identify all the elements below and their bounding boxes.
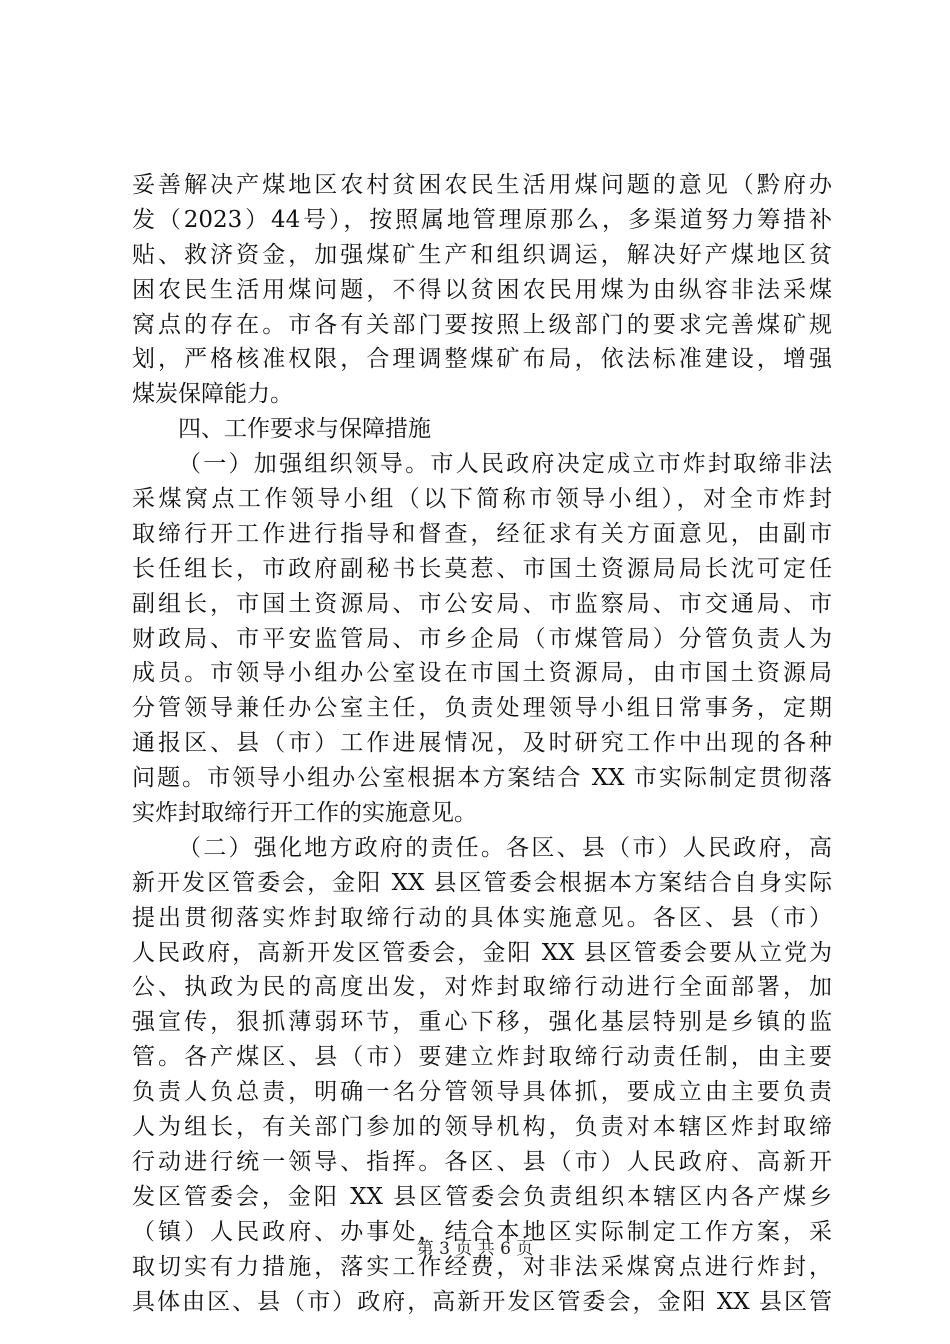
text-line: 窝点的存在。市各有关部门要按照上级部门的要求完善煤矿规: [132, 311, 832, 338]
text-line: 提出贯彻落实炸封取缔行动的具体实施意见。各区、县（市）: [132, 904, 832, 931]
text-line: 强宣传，狠抓薄弱环节，重心下移，强化基层特别是乡镇的监: [132, 1009, 832, 1036]
text-line: 财政局、市平安监管局、市乡企局（市煤管局）分管负责人为: [132, 625, 832, 652]
text-line: 长任组长，市政府副秘书长莫惹、市国土资源局局长沈可定任: [132, 555, 832, 582]
text-line: 人为组长，有关部门参加的领导机构，负责对本辖区炸封取缔: [132, 1114, 832, 1141]
text-line: 发区管委会，金阳 XX 县区管委会负责组织本辖区内各产煤乡: [132, 1183, 832, 1210]
text-line: （一）加强组织领导。市人民政府决定成立市炸封取缔非法: [178, 451, 832, 478]
text-line: 成员。市领导小组办公室设在市国土资源局，由市国土资源局: [132, 660, 832, 687]
text-line: 四、工作要求与保障措施: [178, 416, 431, 443]
text-line: 管。各产煤区、县（市）要建立炸封取缔行动责任制，由主要: [132, 1044, 832, 1071]
text-line: 新开发区管委会，金阳 XX 县区管委会根据本方案结合自身实际: [132, 869, 832, 896]
text-line: 人民政府，高新开发区管委会，金阳 XX 县区管委会要从立党为: [132, 939, 832, 966]
text-line: （二）强化地方政府的责任。各区、县（市）人民政府，高: [178, 834, 832, 861]
text-line: 妥善解决产煤地区农村贫困农民生活用煤问题的意见（黔府办: [132, 172, 832, 198]
text-line: 通报区、县（市）工作进展情况，及时研究工作中出现的各种: [132, 730, 832, 757]
text-line: 问题。市领导小组办公室根据本方案结合 XX 市实际制定贯彻落: [132, 765, 832, 792]
text-line: 副组长，市国土资源局、市公安局、市监察局、市交通局、市: [132, 590, 832, 617]
document-body: [132, 168, 832, 1319]
text-line: 公、执政为民的高度出发，对炸封取缔行动进行全面部署，加: [132, 974, 832, 1001]
text-line: 发（2023）44号），按照属地管理原那么，多渠道努力筹措补: [132, 206, 832, 233]
text-line: 行动进行统一领导、指挥。各区、县（市）人民政府、高新开: [132, 1148, 832, 1175]
text-line: 困农民生活用煤问题，不得以贫困农民用煤为由纵容非法采煤: [132, 276, 832, 303]
text-line: 实炸封取缔行开工作的实施意见。: [132, 800, 477, 827]
text-line: （镇）人民政府、办事处，结合本地区实际制定工作方案，采: [132, 1218, 832, 1245]
text-line: 分管领导兼任办公室主任，负责处理领导小组日常事务，定期: [132, 695, 832, 722]
text-line: 采煤窝点工作领导小组（以下简称市领导小组），对全市炸封: [132, 486, 832, 513]
page-footer: 第 3 页 共 6 页: [416, 1239, 534, 1259]
text-line: 贴、救济资金，加强煤矿生产和组织调运，解决好产煤地区贫: [132, 241, 832, 268]
text-line: 负责人负总责，明确一名分管领导具体抓，要成立由主要负责: [132, 1079, 832, 1106]
text-line: 具体由区、县（市）政府，高新开发区管委会，金阳 XX 县区管: [132, 1288, 832, 1315]
text-line: 取切实有力措施，落实工作经费，对非法采煤窝点进行炸封，: [132, 1253, 832, 1280]
text-line: 取缔行开工作进行指导和督查，经征求有关方面意见，由副市: [132, 520, 832, 547]
text-line: 划，严格核准权限，合理调整煤矿布局，依法标准建设，增强: [132, 346, 832, 373]
text-line: 煤炭保障能力。: [132, 381, 293, 408]
